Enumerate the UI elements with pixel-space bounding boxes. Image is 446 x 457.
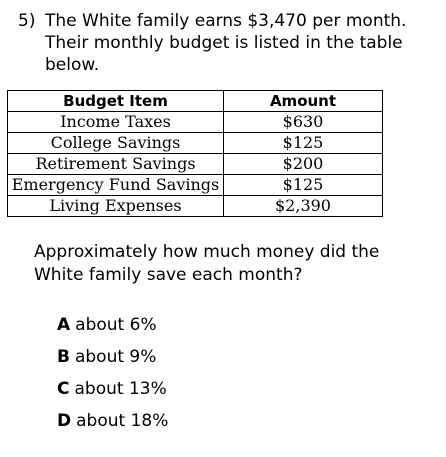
header-amount: Amount	[224, 91, 383, 112]
choice-text: about 18%	[76, 411, 169, 431]
answer-choice-d[interactable]	[57, 409, 168, 441]
choice-letter: B	[57, 347, 70, 367]
cell-amount: $125	[224, 133, 383, 154]
table-row	[8, 175, 383, 196]
question-number: 5)	[18, 11, 36, 31]
cell-budget-item: Income Taxes	[8, 112, 224, 133]
cell-amount: $125	[224, 175, 383, 196]
answer-choice-a[interactable]	[57, 313, 168, 345]
table-row	[8, 112, 383, 133]
answer-choices	[57, 313, 168, 441]
cell-budget-item: Living Expenses	[8, 196, 224, 217]
choice-letter: D	[57, 411, 72, 431]
answer-choice-b[interactable]	[57, 345, 168, 377]
question-prompt: Approximately how much money did the White family save each month?	[34, 242, 380, 285]
header-budget-item: Budget Item	[8, 91, 224, 112]
cell-amount: $2,390	[224, 196, 383, 217]
cell-budget-item: Retirement Savings	[8, 154, 224, 175]
table-header-row	[8, 91, 383, 112]
cell-budget-item: Emergency Fund Savings	[8, 175, 224, 196]
table-row	[8, 196, 383, 217]
budget-table	[7, 90, 383, 217]
choice-text: about 9%	[74, 347, 157, 367]
table-row	[8, 133, 383, 154]
question-text: The White family earns $3,470 per month. Their monthly budget is listed in the table below.	[45, 11, 407, 75]
choice-text: about 13%	[74, 379, 167, 399]
choice-letter: A	[57, 315, 71, 335]
answer-choice-c[interactable]	[57, 377, 168, 409]
table-row	[8, 154, 383, 175]
cell-amount: $630	[224, 112, 383, 133]
cell-amount: $200	[224, 154, 383, 175]
choice-letter: C	[57, 379, 70, 399]
choice-text: about 6%	[75, 315, 157, 335]
cell-budget-item: College Savings	[8, 133, 224, 154]
